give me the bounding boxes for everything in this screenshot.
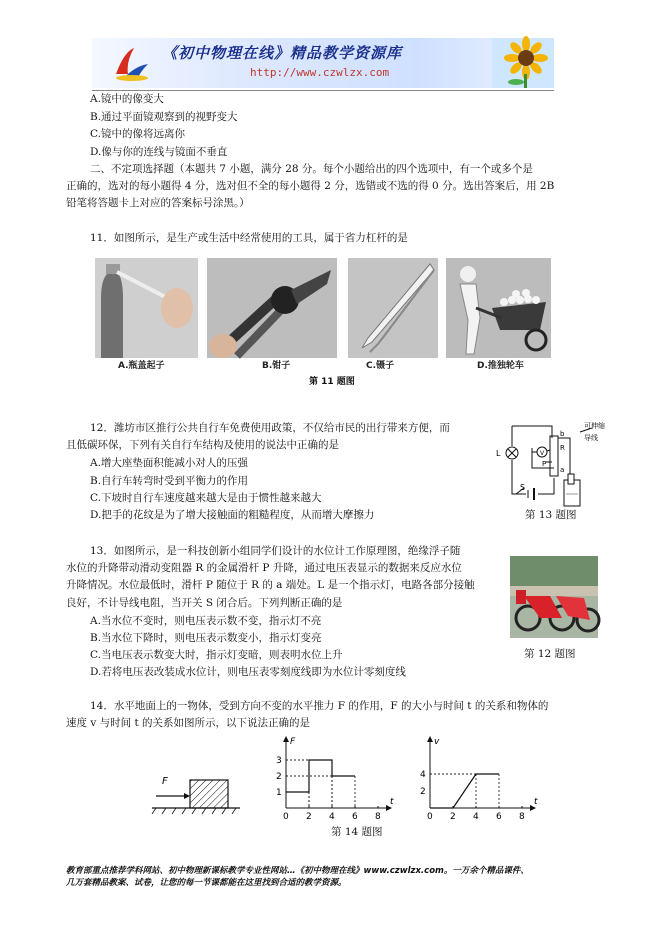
q13-option-c: C.当电压表示数变大时，指示灯变暗，则表明水位上升 — [90, 649, 343, 661]
q11-caption: 第 11 题图 — [309, 377, 355, 387]
header-divider — [92, 90, 554, 91]
f-t-chart — [268, 734, 392, 824]
q11-photo-tweezers — [348, 258, 438, 358]
q10-option-c: C.镜中的像将远离你 — [90, 128, 185, 140]
f-chart-x-tick-6: 6 — [352, 812, 358, 822]
q13-stem-3: 升降情况。水位最低时，滑杆 P 随位于 R 的 a 端处。L 是一个指示灯，电路各部分接触 — [66, 579, 475, 591]
tweezers-icon — [348, 258, 438, 358]
q13-stem-2: 水位的升降带动滑动变阻器 R 的金属滑杆 P 升降，通过电压表显示的数据来反应水位 — [66, 562, 462, 574]
q11-photo-pliers — [207, 258, 337, 358]
v-chart-x-tick-8: 8 — [519, 812, 525, 822]
f-chart-y-tick-3: 3 — [276, 756, 282, 766]
label-s: S — [520, 483, 526, 492]
q12-option-d: D.把手的花纹是为了增大接触面的粗糙程度，从而增大摩擦力 — [90, 509, 375, 521]
site-logo-icon — [112, 44, 152, 82]
q11-label-b: B.钳子 — [262, 361, 291, 371]
v-chart-x-tick-0: 0 — [427, 812, 433, 822]
v-chart-series-line — [430, 774, 499, 808]
q12-photo-bicycles — [510, 556, 598, 638]
section2-line2: 正确的，选对的每小题得 4 分，选对但不全的每小题得 2 分，选错或不选的得 0 分。选出答案后，用 2B — [66, 180, 555, 192]
label-v: V — [540, 450, 545, 457]
q11-photo-wheelbarrow — [446, 258, 551, 358]
v-chart-x-tick-4: 4 — [473, 812, 479, 822]
f-chart-y-label: F — [290, 737, 296, 747]
q10-option-d: D.像与你的连线与镜面不垂直 — [90, 146, 228, 158]
water-level-circuit-diagram — [492, 418, 607, 510]
f-chart-x-tick-4: 4 — [329, 812, 335, 822]
f-chart-y-tick-1: 1 — [276, 788, 282, 798]
pliers-icon — [207, 258, 337, 358]
v-chart-y-tick-2: 2 — [420, 787, 426, 797]
header-banner — [92, 38, 554, 88]
q12-option-a: A.增大座垫面积能减小对人的压强 — [90, 457, 248, 469]
v-chart-y-label: v — [434, 737, 440, 747]
q13-option-a: A.当水位不变时，则电压表示数不变，指示灯不亮 — [90, 615, 322, 627]
q10-option-a: A.镜中的像变大 — [90, 93, 164, 105]
q10-option-b: B.通过平面镜观察到的视野变大 — [90, 111, 238, 123]
block — [190, 780, 228, 808]
q13-option-d: D.若将电压表改装成水位计，则电压表零刻度线即为水位计零刻度线 — [90, 666, 406, 678]
force-label: F — [162, 776, 168, 787]
q14-stem-1: 14．水平地面上的一物体，受到方向不变的水平推力 F 的作用，F 的大小与时间 t 的关系和物体的 — [90, 700, 549, 712]
wheelbarrow-icon — [446, 258, 551, 358]
v-t-chart — [412, 734, 536, 824]
q13-option-b: B.当水位下降时，则电压表示数变小，指示灯变亮 — [90, 632, 322, 644]
v-chart-x-tick-6: 6 — [496, 812, 502, 822]
label-flexible-wire-1: 可伸缩 — [584, 422, 605, 430]
v-chart-y-tick-4: 4 — [420, 770, 426, 780]
f-chart-y-arrow — [283, 736, 289, 742]
q13-caption: 第 13 题图 — [525, 509, 577, 521]
banner-url[interactable]: http://www.czwlzx.com — [250, 66, 390, 79]
bottle-opener-icon — [95, 258, 198, 358]
q14-stem-2: 速度 v 与时间 t 的关系如图所示，以下说法正确的是 — [66, 717, 311, 729]
v-chart-x-tick-2: 2 — [450, 812, 456, 822]
v-chart-y-arrow — [427, 736, 433, 742]
label-l: L — [496, 449, 501, 458]
f-chart-y-tick-2: 2 — [276, 772, 282, 782]
q13-stem-4: 良好，不计导线电阻，当开关 S 闭合后。下列判断正确的是 — [66, 597, 343, 609]
bicycle-icon — [510, 556, 598, 638]
sunflower-icon — [492, 38, 554, 88]
q11-label-c: C.镊子 — [366, 361, 395, 371]
q14-caption: 第 14 题图 — [331, 826, 383, 838]
q12-option-b: B.自行车转弯时受到平衡力的作用 — [90, 475, 249, 487]
q11-photo-bottle-opener — [95, 258, 198, 358]
f-chart-x-tick-0: 0 — [283, 812, 289, 822]
f-chart-x-label: t — [390, 797, 394, 807]
v-chart-x-label: t — [534, 797, 538, 807]
q11-label-a: A.瓶盖起子 — [118, 361, 165, 371]
q12-stem-1: 12．潍坊市区推行公共自行车免费使用政策，不仅给市民的出行带来方便，而 — [90, 422, 450, 434]
q13-stem-1: 13．如图所示，是一科技创新小组同学们设计的水位计工作原理图，绝缘浮子随 — [90, 545, 461, 557]
q11-label-d: D.推独轮车 — [477, 361, 524, 371]
footer-line-2: 几万套精品教案、试卷，让您的每一节课都能在这里找到合适的教学资源。 — [66, 878, 347, 888]
q12-caption: 第 12 题图 — [524, 648, 576, 660]
label-a: a — [560, 466, 565, 474]
q12-option-c: C.下坡时自行车速度越来越大是由于惯性越来越大 — [90, 492, 322, 504]
f-chart-x-tick-2: 2 — [306, 812, 312, 822]
label-p: P — [542, 460, 547, 468]
q14-block-diagram — [150, 772, 242, 818]
q12-stem-2: 且低碳环保，下列有关自行车结构及使用的说法中正确的是 — [66, 439, 339, 451]
section2-line1: 二、不定项选择题（本题共 7 小题，满分 28 分。每个小题给出的四个选项中，有一个或多个是 — [90, 163, 533, 175]
label-flexible-wire-2: 导线 — [584, 434, 598, 442]
footer-line-1: 教育部重点推荐学科网站、初中物理新课标教学专业性网站…《初中物理在线》www.czwlzx.com。一万余个精品课件、 — [66, 866, 529, 876]
q11-stem: 11．如图所示，是生产或生活中经常使用的工具，属于省力杠杆的是 — [90, 232, 408, 244]
banner-title: 《初中物理在线》精品教学资源库 — [162, 44, 403, 62]
label-b: b — [560, 430, 565, 438]
f-chart-series-line — [286, 760, 355, 792]
label-r: R — [560, 444, 565, 452]
section2-line3: 铅笔将答题卡上对应的答案标号涂黑。） — [66, 197, 250, 209]
f-chart-x-tick-8: 8 — [375, 812, 381, 822]
